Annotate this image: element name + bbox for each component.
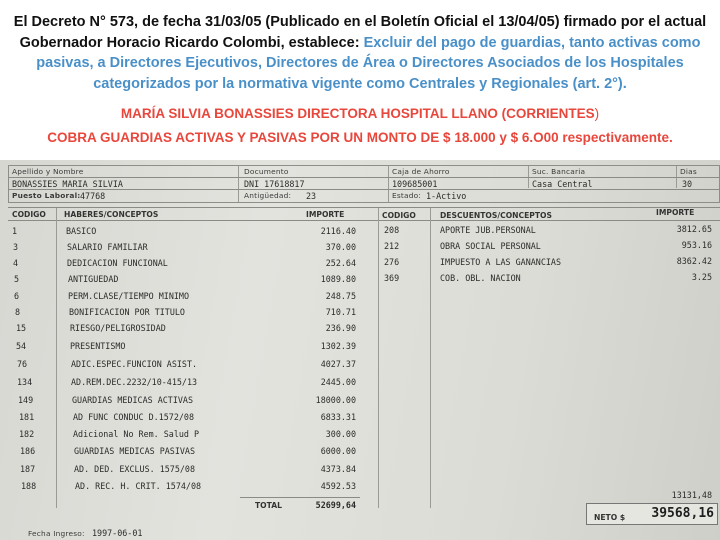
haber-importe: 236.90 (325, 323, 356, 333)
descuento-importe: 3.25 (691, 272, 712, 282)
director-headline-text: MARÍA SILVIA BONASSIES DIRECTORA HOSPITAL LLANO (CORRIENTES (120, 106, 595, 121)
haber-concepto: ANTIGUEDAD (68, 274, 119, 284)
haber-concepto: AD FUNC CONDUC D.1572/08 (73, 412, 195, 422)
haber-codigo: 6 (14, 291, 20, 301)
haber-importe: 248.75 (325, 291, 356, 301)
label-antiguedad: Antigüedad: (244, 191, 292, 200)
total-label: TOTAL (255, 501, 282, 510)
fecha-value: 1997-06-01 (92, 528, 143, 538)
descuento-importe: 953.16 (681, 240, 712, 250)
haber-codigo: 5 (14, 274, 20, 284)
col-descuentos: DESCUENTOS/CONCEPTOS (440, 211, 552, 220)
haber-codigo: 186 (20, 446, 36, 456)
haber-concepto: BONIFICACION POR TITULO (69, 307, 185, 317)
antiguedad-value: 23 (306, 191, 317, 201)
haber-codigo: 54 (16, 341, 27, 351)
haber-concepto: DEDICACION FUNCIONAL (67, 258, 168, 268)
haber-codigo: 1 (12, 226, 18, 236)
haber-importe: 6000.00 (320, 446, 356, 456)
employee-dni: DNI 17618817 (244, 179, 305, 189)
haber-importe: 4027.37 (320, 359, 356, 369)
haber-concepto: RIESGO/PELIGROSIDAD (70, 323, 166, 333)
label-estado: Estado: (392, 191, 422, 200)
descuento-concepto: IMPUESTO A LAS GANANCIAS (440, 257, 562, 267)
neto-value: 39568,16 (651, 506, 714, 521)
days-value: 30 (682, 179, 693, 189)
haber-codigo: 4 (13, 258, 19, 268)
label-caja: Caja de Ahorro (392, 167, 450, 176)
haber-importe: 300.00 (325, 429, 356, 439)
descuento-codigo: 208 (384, 225, 400, 235)
descuento-concepto: OBRA SOCIAL PERSONAL (440, 241, 541, 251)
haber-codigo: 182 (19, 429, 35, 439)
neto-label: NETO $ (594, 513, 626, 522)
col-importe-haberes: IMPORTE (306, 210, 345, 219)
haber-concepto: ADIC.ESPEC.FUNCION ASIST. (71, 359, 198, 369)
pay-receipt (0, 160, 720, 540)
label-puesto: Puesto Laboral: (12, 191, 81, 200)
employee-name: BONASSIES MARIA SILVIA (12, 179, 123, 189)
haber-codigo: 76 (17, 359, 28, 369)
haber-importe: 4373.84 (320, 464, 356, 474)
haber-concepto: AD. DED. EXCLUS. 1575/08 (74, 464, 196, 474)
label-sucursal: Suc. Bancaria (532, 167, 586, 176)
haber-importe: 370.00 (325, 242, 356, 252)
haber-concepto: BASICO (66, 226, 97, 236)
haber-importe: 4592.53 (320, 481, 356, 491)
haber-concepto: PRESENTISMO (70, 341, 126, 351)
haber-codigo: 15 (16, 323, 27, 333)
haber-concepto: AD. REC. H. CRIT. 1574/08 (75, 481, 202, 491)
account-number: 109685001 (392, 179, 438, 189)
col-codigo-haberes: CODIGO (12, 210, 46, 219)
director-headline (0, 106, 720, 121)
decree-highlight-text: Excluir del pago de guardias, tanto activas como pasivas, a Directores Ejecutivos, Directores de Área o Directores Asociados de los Hospitales categorizados por la normativa vigente como Centrales y Regionales (art. 2°). (36, 34, 701, 92)
haber-importe: 710.71 (325, 307, 356, 317)
label-documento: Documento (244, 167, 289, 176)
col-haberes: HABERES/CONCEPTOS (64, 210, 159, 219)
descuento-codigo: 276 (384, 257, 400, 267)
col-codigo-descuentos: CODIGO (382, 211, 416, 220)
descuento-concepto: COB. OBL. NACION (440, 273, 521, 283)
haber-codigo: 181 (19, 412, 35, 422)
haber-importe: 18000.00 (315, 395, 356, 405)
haber-concepto: AD.REM.DEC.2232/10-415/13 (71, 377, 198, 387)
haber-codigo: 3 (13, 242, 19, 252)
haber-importe: 252.64 (325, 258, 356, 268)
header-banner (0, 0, 720, 160)
branch-name: Casa Central (532, 179, 593, 189)
haber-codigo: 8 (15, 307, 21, 317)
descuentos-total: 13131,48 (671, 490, 712, 500)
estado-value: 1-Activo (426, 191, 467, 201)
puesto-value: 47768 (80, 191, 106, 201)
descuento-codigo: 212 (384, 241, 400, 251)
haber-concepto: GUARDIAS MEDICAS ACTIVAS (72, 395, 194, 405)
descuento-importe: 3812.65 (676, 224, 712, 234)
decree-intro-text: El Decreto N° 573, de fecha 31/03/05 (Publicado en el Boletín Oficial el 13/04/05) firmado por el actual Gobernador Horacio Ricardo Colombi, establece: (13, 14, 707, 51)
col-importe-descuentos: IMPORTE (656, 208, 695, 217)
haber-importe: 1089.80 (320, 274, 356, 284)
haber-codigo: 188 (21, 481, 37, 491)
director-headline-paren: ) (594, 106, 600, 121)
haber-codigo: 149 (18, 395, 34, 405)
haber-importe: 2116.40 (320, 226, 356, 236)
haber-concepto: SALARIO FAMILIAR (67, 242, 148, 252)
haber-codigo: 134 (17, 377, 33, 387)
haber-importe: 1302.39 (320, 341, 356, 351)
descuento-importe: 8362.42 (676, 256, 712, 266)
haber-importe: 6833.31 (320, 412, 356, 422)
total-value: 52699,64 (315, 500, 356, 510)
decree-paragraph (0, 0, 720, 94)
haber-concepto: Adicional No Rem. Salud P (73, 429, 200, 439)
label-apellido: Apellido y Nombre (12, 167, 84, 176)
fecha-label: Fecha Ingreso: (28, 529, 85, 538)
label-dias: Dias (680, 167, 697, 176)
haber-codigo: 187 (20, 464, 36, 474)
amount-headline: COBRA GUARDIAS ACTIVAS Y PASIVAS POR UN MONTO DE $ 18.000 y $ 6.O00 respectivamente. (47, 130, 673, 145)
descuento-codigo: 369 (384, 273, 400, 283)
haber-concepto: GUARDIAS MEDICAS PASIVAS (74, 446, 196, 456)
haber-importe: 2445.00 (320, 377, 356, 387)
descuento-concepto: APORTE JUB.PERSONAL (440, 225, 536, 235)
haber-concepto: PERM.CLASE/TIEMPO MINIMO (68, 291, 190, 301)
